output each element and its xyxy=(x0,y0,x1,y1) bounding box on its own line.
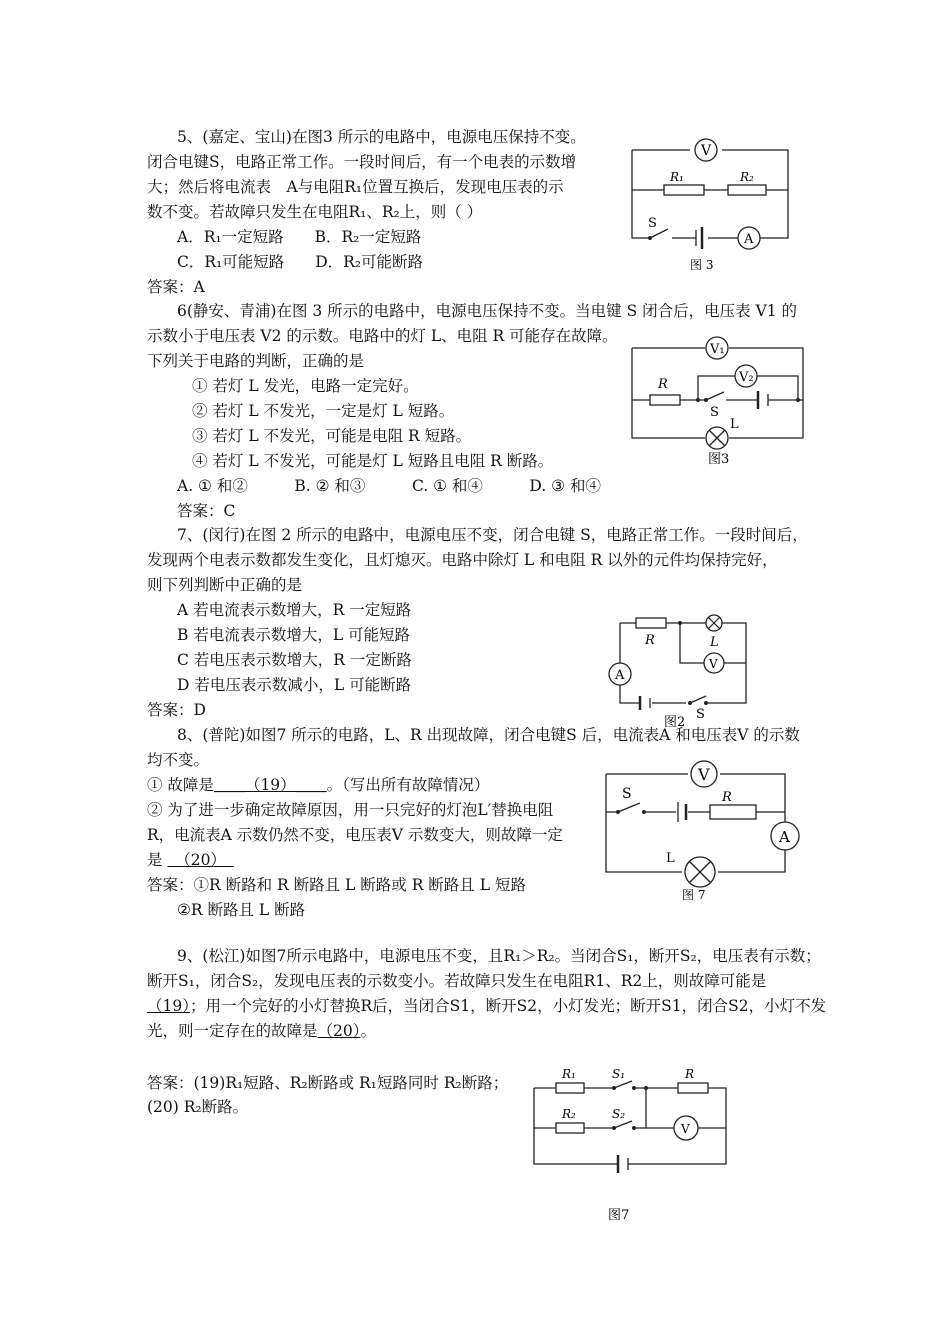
q8-part2-prefix: 是 xyxy=(147,851,163,869)
q7-option-d: D 若电压表示数减小，L 可能断路 xyxy=(177,676,412,694)
q9-line2: 断开S₁，闭合S₂，发现电压表的示数变小。若故障只发生在电阻R1、R2上，则故障可能是 xyxy=(147,972,767,990)
q9-fig-r-label: R xyxy=(685,1067,695,1081)
q7-option-a: A 若电流表示数增大，R 一定短路 xyxy=(177,601,412,619)
q7-fig-v-label: V xyxy=(709,657,718,671)
q8-part2-line2: R，电流表A 示数仍然不变，电压表V 示数变大，则故障一定 xyxy=(147,826,563,844)
q7-circuit-diagram xyxy=(600,608,760,733)
q8-blank-19: ＿＿（19）＿＿ xyxy=(213,776,327,794)
q9-blank-19: （19） xyxy=(147,997,190,1015)
q6-fig-caption: 图3 xyxy=(708,452,730,467)
q9-fig-s2-label: S₂ xyxy=(612,1107,626,1121)
q8-line1: 8、(普陀)如图7 所示的电路，L、R 出现故障，闭合电键S 后，电流表A 和电压表V 的示数 xyxy=(177,726,800,744)
q8-fig-r-label: R xyxy=(722,790,732,805)
q9-answer2: (20) R₂断路。 xyxy=(147,1098,249,1116)
q8-fig-caption: 图 7 xyxy=(682,888,706,902)
q7-option-b: B 若电流表示数增大，L 可能短路 xyxy=(177,626,411,644)
q8-fig-s-label: S xyxy=(622,786,632,802)
q5-line2: 闭合电键S，电路正常工作。一段时间后，有一个电表的示数增 xyxy=(147,153,577,171)
q7-fig-r-label: R xyxy=(645,633,655,648)
q7-line1: 7、(闵行)在图 2 所示的电路中，电源电压不变，闭合电键 S，电路正常工作。一段时间后， xyxy=(177,526,808,544)
q7-option-c: C 若电压表示数增大，R 一定断路 xyxy=(177,651,412,669)
q7-fig-caption: 图2 xyxy=(664,715,686,730)
q9-line4-prefix: 光，则一定存在的故障是 xyxy=(147,1022,318,1040)
q6-line3: 下列关于电路的判断，正确的是 xyxy=(147,352,365,370)
q9-fig-r1-label: R₁ xyxy=(562,1067,576,1081)
q6-line2: 示数小于电压表 V2 的示数。电路中的灯 L、电阻 R 可能存在故障。 xyxy=(147,327,618,345)
q8-fig-v-label: V xyxy=(698,765,710,784)
q9-blank-20: （20） xyxy=(317,1022,361,1040)
q9-fig-r2-label: R₂ xyxy=(562,1107,576,1121)
q5-line3: 大；然后将电流表 A与电阻R₁位置互换后，发现电压表的示 xyxy=(147,178,564,196)
q5-line4: 数不变。若故障只发生在电阻R₁、R₂上，则（ ） xyxy=(147,203,483,221)
q5-answer: 答案：A xyxy=(147,278,205,296)
q5-fig-r2-label: R₂ xyxy=(740,170,754,184)
q6-item-2: ② 若灯 L 不发光，一定是灯 L 短路。 xyxy=(192,402,455,420)
q8-circuit-diagram xyxy=(600,750,810,910)
q6-circuit-diagram xyxy=(628,330,810,470)
q5-options-ab: A．R₁一定短路 B．R₂一定短路 xyxy=(177,228,422,246)
q7-fig-s-label: S xyxy=(696,707,705,722)
q8-fig-l-label: L xyxy=(666,851,675,866)
q9-line4 xyxy=(147,1020,376,1042)
q7-fig-a-label: A xyxy=(615,668,625,683)
q6-fig-l-label: L xyxy=(730,417,739,432)
q9-fig-v-label: V xyxy=(681,1122,690,1136)
q9-line4-suffix: 。 xyxy=(360,1022,377,1040)
q9-fig-caption: 图7 xyxy=(608,1208,630,1223)
q6-fig-r-label: R xyxy=(658,377,668,392)
q7-fig-l-label: L xyxy=(710,635,719,650)
q8-part2-line3 xyxy=(147,849,234,871)
q9-line3 xyxy=(147,995,826,1017)
q8-line2: 均不变。 xyxy=(147,751,210,769)
q5-circuit-diagram xyxy=(620,130,800,280)
q5-fig-ammeter-label: A xyxy=(744,232,754,247)
q7-line3: 则下列判断中正确的是 xyxy=(147,576,303,594)
q9-fig-s1-label: S₁ xyxy=(612,1067,626,1081)
q8-fig-a-label: A xyxy=(779,828,790,846)
q5-fig-r1-label: R₁ xyxy=(670,170,684,184)
q8-blank-20: （20） xyxy=(167,851,234,869)
q6-options: A. ① 和② B. ② 和③ C. ① 和④ D. ③ 和④ xyxy=(177,477,601,495)
q6-fig-v2-label: V₂ xyxy=(739,370,754,385)
q6-answer: 答案：C xyxy=(177,502,236,520)
q9-line3-text: ；用一个完好的小灯替换R后，当闭合S1，断开S2，小灯发光；断开S1，闭合S2，小灯不发 xyxy=(189,997,827,1015)
q5-fig-caption: 图 3 xyxy=(690,258,714,272)
q6-item-1: ① 若灯 L 发光，电路一定完好。 xyxy=(192,377,419,395)
q8-part1-suffix: 。（写出所有故障情况） xyxy=(326,776,490,794)
q6-fig-s-label: S xyxy=(710,405,719,420)
q6-fig-v1-label: V₁ xyxy=(710,342,725,357)
q6-item-4: ④ 若灯 L 不发光，可能是灯 L 短路且电阻 R 断路。 xyxy=(192,452,554,470)
q8-part1-prefix: ① 故障是 xyxy=(147,776,214,794)
q8-part1 xyxy=(147,774,489,796)
q8-answer2: ②R 断路且 L 断路 xyxy=(177,901,306,919)
q8-part2-line1: ② 为了进一步确定故障原因，用一只完好的灯泡L′替换电阻 xyxy=(147,801,554,819)
q9-answer1: 答案：(19)R₁短路、R₂断路或 R₁短路同时 R₂断路； xyxy=(147,1074,509,1092)
q9-circuit-diagram xyxy=(528,1062,738,1232)
q9-line1: 9、(松江)如图7所示电路中，电源电压不变，且R₁＞R₂。当闭合S₁，断开S₂，电压表有示数； xyxy=(177,947,821,965)
q7-line2: 发现两个电表示数都发生变化，且灯熄灭。电路中除灯 L 和电阻 R 以外的元件均保持完好， xyxy=(147,551,778,569)
q7-answer: 答案：D xyxy=(147,701,206,719)
q8-answer1: 答案：①R 断路和 R 断路且 L 断路或 R 断路且 L 短路 xyxy=(147,876,526,894)
q5-fig-switch-label: S xyxy=(648,216,657,231)
q6-line1: 6(静安、青浦)在图 3 所示的电路中，电源电压保持不变。当电键 S 闭合后，电压表 V1 的 xyxy=(177,302,798,320)
q5-options-cd: C．R₁可能短路 D．R₂可能断路 xyxy=(177,253,424,271)
q5-line1: 5、(嘉定、宝山)在图3 所示的电路中，电源电压保持不变。 xyxy=(177,128,586,146)
q5-fig-voltmeter-label: V xyxy=(701,143,712,159)
q6-item-3: ③ 若灯 L 不发光，可能是电阻 R 短路。 xyxy=(192,427,472,445)
